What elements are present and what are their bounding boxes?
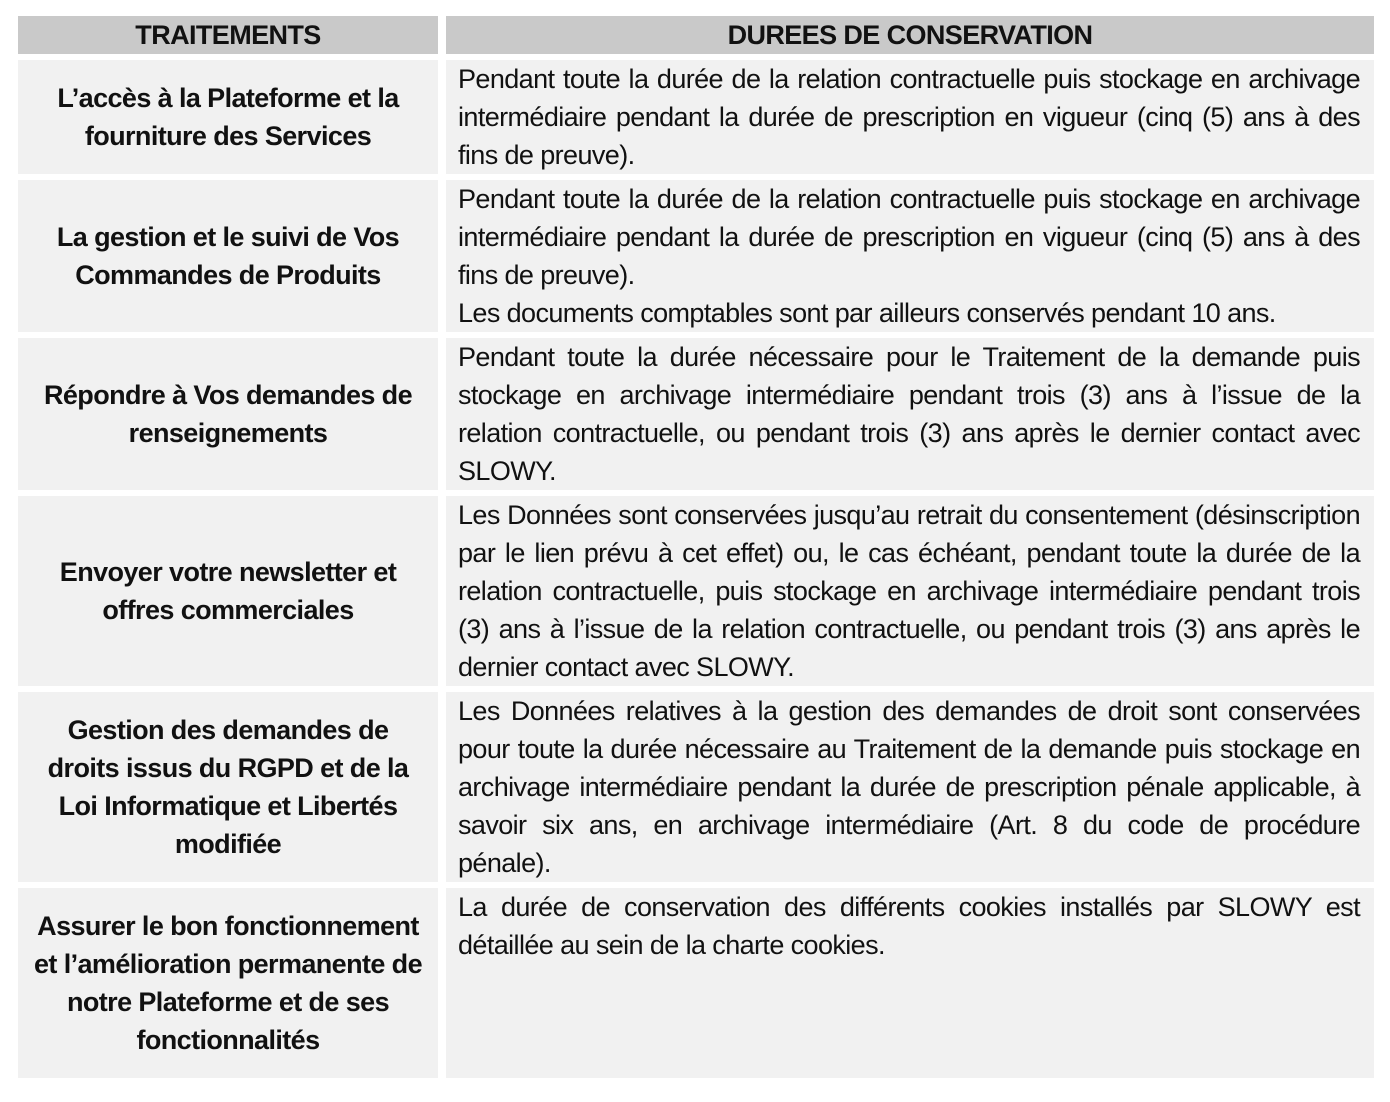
duration-cell [446,888,1374,1078]
treatment-label: La gestion et le suivi de Vos Commandes de Produits [56,222,400,290]
duration-text: Pendant toute la durée de la relation contractuelle puis stockage en archivage intermédiaire pendant la durée de prescription en vigueur (cinq (5) ans à des fins de preuve). [458,64,1360,170]
treatment-label: Gestion des demandes de droits issus du RGPD et de la Loi Informatique et Libertés modifiée [47,715,409,859]
duration-cell [446,338,1374,490]
duration-cell [446,692,1374,882]
header-treatments: TRAITEMENTS [18,16,438,54]
duration-cell [446,180,1374,332]
duration-text: Les Données sont conservées jusqu’au retrait du consentement (désinscription par le lien prévu à cet effet) ou, le cas échéant, pendant toute la durée de la relation contractuelle, puis stockage en archivage intermédiaire pendant trois (3) ans à l’issue de la relation contractuelle, ou pendant trois (3) ans après le dernier contact avec SLOWY. [458,500,1360,682]
duration-cell [446,60,1374,174]
treatment-label: Répondre à Vos demandes de renseignements [43,380,412,448]
duration-text: Pendant toute la durée de la relation contractuelle puis stockage en archivage intermédiaire pendant la durée de prescription en vigueur (cinq (5) ans à des fins de preuve). [458,184,1360,290]
duration-text: La durée de conservation des différents cookies installés par SLOWY est détaillée au sein de la charte cookies. [458,892,1360,960]
treatment-label: Assurer le bon fonctionnement et l’amélioration permanente de notre Plateforme et de ses fonctionnalités [33,911,422,1055]
duration-text: Les Données relatives à la gestion des demandes de droit sont conservées pour toute la durée nécessaire au Traitement de la demande puis stockage en archivage intermédiaire pendant la durée de prescription pénale applicable, à savoir six ans, en archivage intermédiaire (Art. 8 du code de procédure pénale). [458,696,1360,878]
header-retention-durations: DUREES DE CONSERVATION [446,16,1374,54]
duration-cell [446,496,1374,686]
treatment-cell [18,496,438,686]
treatment-cell [18,180,438,332]
retention-table [18,16,1374,1078]
duration-text: Les documents comptables sont par ailleurs conservés pendant 10 ans. [458,298,1276,328]
treatment-cell [18,888,438,1078]
treatment-cell [18,692,438,882]
duration-text: Pendant toute la durée nécessaire pour le Traitement de la demande puis stockage en archivage intermédiaire pendant trois (3) ans à l’issue de la relation contractuelle, ou pendant trois (3) ans après le dernier contact avec SLOWY. [458,342,1360,486]
treatment-cell [18,60,438,174]
treatment-label: L’accès à la Plateforme et la fourniture des Services [57,83,399,151]
treatment-cell [18,338,438,490]
treatment-label: Envoyer votre newsletter et offres commerciales [59,557,397,625]
